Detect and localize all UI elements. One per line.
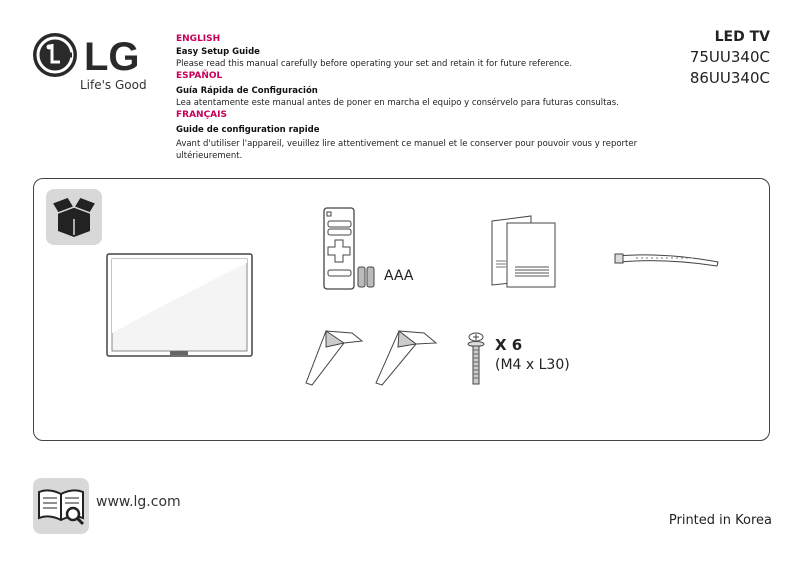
guide-title: Guide de configuration rapide xyxy=(176,124,320,135)
screw-icon xyxy=(466,332,486,390)
language-heading: FRANÇAIS xyxy=(176,110,227,120)
lg-logo-icon xyxy=(32,32,152,82)
screw-count: X 6 xyxy=(495,336,523,354)
guide-title: Guía Rápida de Configuración xyxy=(176,85,318,96)
printed-in: Printed in Korea xyxy=(668,513,772,528)
box-icon xyxy=(46,189,102,245)
product-type: LED TV xyxy=(714,29,770,45)
header-text xyxy=(176,33,646,162)
screw-spec: (M4 x L30) xyxy=(495,357,570,373)
model-number: 75UU340C xyxy=(689,48,770,66)
guide-text: Avant d'utiliser l'appareil, veuillez lire attentivement ce manuel et le conserver pour pouvoir vous y reporter ultérieurement. xyxy=(176,139,638,161)
language-heading: ENGLISH xyxy=(176,34,221,44)
stand-illustration xyxy=(304,327,444,391)
tagline: Life's Good xyxy=(80,78,147,92)
manual-search-icon xyxy=(33,478,89,534)
guide-text: Please read this manual carefully before operating your set and retain it for future reference. xyxy=(176,59,573,69)
tv-illustration xyxy=(106,253,254,363)
battery-label: AAA xyxy=(384,268,414,284)
guide-title: Easy Setup Guide xyxy=(176,46,260,57)
remote-control-illustration xyxy=(323,207,383,295)
manuals-illustration xyxy=(491,215,557,293)
guide-text: Lea atentamente este manual antes de poner en marcha el equipo y consérvelo para futuras consultas. xyxy=(176,98,619,108)
language-heading: ESPAÑOL xyxy=(176,71,223,81)
model-number: 86UU340C xyxy=(689,69,770,87)
cable-tie-illustration xyxy=(614,250,720,274)
svg-text:LG: LG xyxy=(84,35,140,79)
website-link[interactable]: www.lg.com xyxy=(96,494,181,510)
